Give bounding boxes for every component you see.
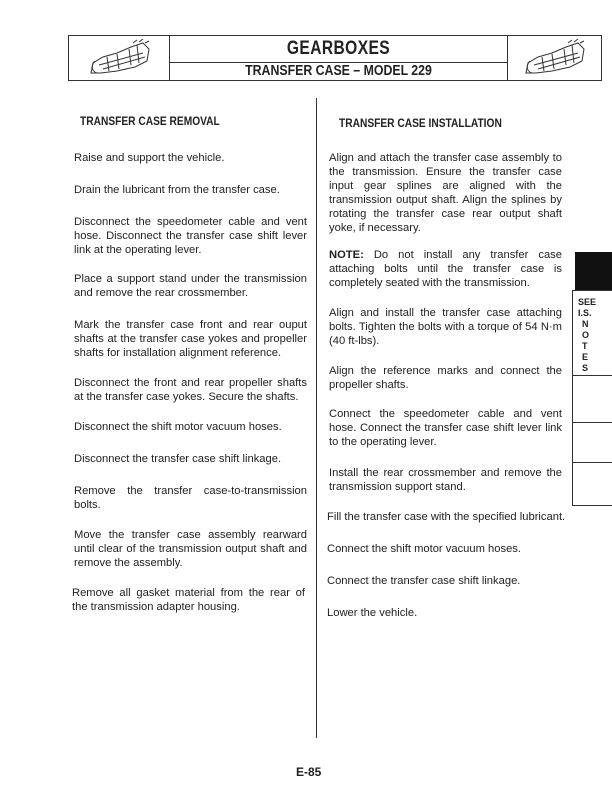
tab-text: I.S. <box>578 308 592 318</box>
tab-letter: O <box>582 330 590 340</box>
removal-step: Disconnect the front and rear propeller shafts at the transfer case yokes. Secure the shafts. <box>74 377 307 403</box>
removal-step: Disconnect the transfer case shift linkage. <box>74 453 282 465</box>
section-subtitle: TRANSFER CASE – MODEL 229 <box>245 63 432 79</box>
installation-step: Align and attach the transfer case assembly to the transmission. Ensure the transfer case input gear splines are aligned with the transmission output shaft. Align the splines by rotating the transfer case rear output shaft yoke, if necessary. <box>329 152 562 234</box>
gearbox-icon <box>87 39 153 77</box>
tab-letter: E <box>582 352 589 362</box>
installation-step: Lower the vehicle. <box>327 607 418 619</box>
note-label: NOTE: <box>329 249 364 261</box>
removal-step: Mark the transfer case front and rear ouput shafts at the transfer case yokes and propeller shafts for installation alignment reference. <box>74 319 307 359</box>
removal-step: Remove the transfer case-to-transmission bolts. <box>74 485 307 511</box>
installation-step: Install the rear crossmember and remove the transmission support stand. <box>329 467 562 493</box>
installation-note <box>329 248 562 290</box>
removal-step: Move the transfer case assembly rearward until clear of the transmission output shaft and remove the assembly. <box>74 529 307 569</box>
tab-text: SEE <box>578 297 597 307</box>
removal-step: Disconnect the shift motor vacuum hoses. <box>74 421 282 433</box>
installation-step: Fill the transfer case with the specified lubricant. <box>327 511 566 523</box>
installation-step: Connect the speedometer cable and vent hose. Connect the transfer case shift lever link to the operating lever. <box>329 408 562 448</box>
removal-step: Drain the lubricant from the transfer case. <box>74 184 280 196</box>
installation-step: Align the reference marks and connect the propeller shafts. <box>329 365 562 391</box>
gearbox-illustration-left <box>69 36 170 80</box>
tab-letter: T <box>582 341 588 351</box>
tab-letter: S <box>582 363 589 373</box>
removal-step: Place a support stand under the transmission and remove the rear crossmember. <box>74 273 307 299</box>
removal-step: Raise and support the vehicle. <box>74 152 225 164</box>
tab-letter: N <box>582 319 589 329</box>
removal-heading: TRANSFER CASE REMOVAL <box>80 114 220 128</box>
installation-step: Connect the shift motor vacuum hoses. <box>327 543 522 555</box>
note-text: Do not install any transfer case attaching bolts until the transfer case is completely seated with the transmission. <box>329 249 562 289</box>
removal-step: Disconnect the speedometer cable and vent hose. Disconnect the transfer case shift lever link at the operating lever. <box>74 216 307 256</box>
removal-step: Remove all gasket material from the rear of the transmission adapter housing. <box>72 587 305 613</box>
page-header <box>68 35 602 81</box>
gearbox-icon <box>522 39 588 77</box>
column-divider <box>316 98 317 738</box>
section-thumb-tab <box>575 252 612 290</box>
installation-heading: TRANSFER CASE INSTALLATION <box>339 116 502 130</box>
installation-step: Align and install the transfer case attaching bolts. Tighten the bolts with a torque of 54 N·m (40 ft-lbs). <box>329 307 562 347</box>
see-is-notes-tab <box>578 297 596 374</box>
page-number: E-85 <box>296 765 322 779</box>
installation-step: Connect the transfer case shift linkage. <box>327 575 521 587</box>
gearbox-illustration-right <box>507 36 601 80</box>
section-title: GEARBOXES <box>286 38 391 59</box>
